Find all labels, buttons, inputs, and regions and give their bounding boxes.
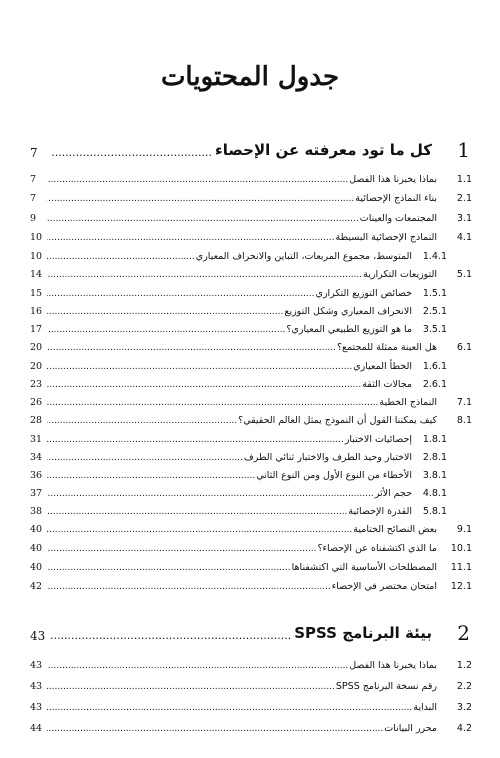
leader-dots bbox=[47, 471, 255, 481]
entry-title: المتوسط، مجموع المربعات، التباين والانحراف المعياري bbox=[195, 251, 412, 262]
entry-page-number: 43 bbox=[30, 681, 43, 692]
entry-title: كيف يمكننا القول أن النموذج يمثل العالم الحقيقي؟ bbox=[238, 415, 437, 426]
entry-page-number: 40 bbox=[30, 524, 43, 535]
leader-dots bbox=[47, 362, 352, 372]
entry-page-number: 23 bbox=[30, 379, 43, 390]
entry-number: 12.1 bbox=[450, 581, 472, 592]
entry-page-number: 42 bbox=[30, 581, 43, 592]
leader-dots bbox=[47, 724, 383, 734]
leader-dots bbox=[47, 270, 362, 280]
entry-number: 3.8.1 bbox=[422, 470, 447, 481]
entry-number: 7.1 bbox=[456, 397, 472, 408]
leader-dots bbox=[47, 233, 335, 243]
entry-number: 9.1 bbox=[456, 524, 472, 535]
entry-title: إحصائيات الاختبار bbox=[344, 434, 412, 445]
leader-dots bbox=[47, 544, 316, 554]
entry-page-number: 36 bbox=[30, 470, 43, 481]
entry-title: المجتمعات والعينات bbox=[359, 213, 437, 224]
toc-entry[interactable] bbox=[30, 209, 472, 224]
entry-page-number: 37 bbox=[30, 488, 43, 499]
entry-number: 1.8.1 bbox=[422, 434, 447, 445]
entry-page-number: 28 bbox=[30, 415, 43, 426]
entry-number: 2.5.1 bbox=[422, 306, 447, 317]
toc-subentry[interactable] bbox=[30, 484, 472, 499]
entry-title: بماذا يخبرنا هذا الفصل bbox=[349, 174, 437, 185]
entry-page-number: 40 bbox=[30, 562, 43, 573]
entry-page-number: 16 bbox=[30, 306, 43, 317]
entry-number: 5.1 bbox=[456, 269, 472, 280]
entry-page-number: 10 bbox=[30, 232, 43, 243]
chapter-number: 1 bbox=[457, 138, 470, 162]
entry-number: 3.1 bbox=[456, 213, 472, 224]
entry-page-number: 9 bbox=[30, 213, 37, 224]
chapter-page-number: 7 bbox=[30, 146, 38, 160]
leader-dots bbox=[47, 682, 335, 692]
entry-number: 6.1 bbox=[456, 342, 472, 353]
entry-number: 10.1 bbox=[450, 543, 472, 554]
entry-page-number: 10 bbox=[30, 251, 43, 262]
chapter-title: كل ما تود معرفته عن الإحصاء bbox=[215, 141, 432, 159]
leader-dots bbox=[51, 629, 291, 645]
leader-dots bbox=[47, 175, 348, 185]
leader-dots bbox=[47, 453, 243, 463]
toc-entry[interactable] bbox=[30, 265, 472, 280]
entry-number: 1.1 bbox=[456, 174, 472, 185]
entry-number: 2.6.1 bbox=[422, 379, 447, 390]
entry-title: الأخطاء من النوع الأول ومن النوع الثاني bbox=[256, 470, 412, 481]
toc-entry[interactable] bbox=[30, 189, 472, 204]
entry-title: بعض النصائح الختامية bbox=[353, 524, 437, 535]
entry-number: 5.8.1 bbox=[422, 506, 447, 517]
entry-page-number: 14 bbox=[30, 269, 43, 280]
entry-page-number: 34 bbox=[30, 452, 43, 463]
entry-number: 1.5.1 bbox=[422, 288, 447, 299]
toc-entry[interactable] bbox=[30, 393, 472, 408]
entry-page-number: 43 bbox=[30, 660, 43, 671]
entry-number: 1.6.1 bbox=[422, 361, 447, 372]
leader-dots bbox=[47, 582, 331, 592]
leader-dots bbox=[51, 146, 212, 162]
chapter-title: بيئة البرنامج SPSS bbox=[294, 624, 432, 642]
toc-entry[interactable] bbox=[30, 656, 472, 671]
entry-number: 2.8.1 bbox=[422, 452, 447, 463]
entry-title: الاختبار وحيد الطرف والاختبار ثنائي الطرف bbox=[243, 452, 412, 463]
entry-number: 2.1 bbox=[456, 193, 472, 204]
leader-dots bbox=[47, 435, 344, 445]
toc-entry[interactable] bbox=[30, 170, 472, 185]
toc-subentry[interactable] bbox=[30, 430, 472, 445]
entry-title: بناء النماذج الإحصائية bbox=[355, 193, 437, 204]
entry-title: محرر البيانات bbox=[384, 723, 437, 734]
leader-dots bbox=[47, 703, 412, 713]
leader-dots bbox=[47, 289, 315, 299]
entry-title: النماذج الخطية bbox=[379, 397, 437, 408]
toc-entry[interactable] bbox=[30, 228, 472, 243]
leader-dots bbox=[47, 416, 237, 426]
entry-title: النماذج الإحصائية البسيطة bbox=[335, 232, 437, 243]
entry-title: البداية bbox=[413, 702, 437, 713]
chapter-page-number: 43 bbox=[30, 629, 46, 643]
toc-subentry[interactable] bbox=[30, 502, 472, 517]
toc-entry[interactable] bbox=[30, 719, 472, 734]
entry-page-number: 40 bbox=[30, 543, 43, 554]
entry-title: القدرة الإحصائية bbox=[348, 506, 412, 517]
entry-page-number: 17 bbox=[30, 324, 43, 335]
toc-subentry[interactable] bbox=[30, 357, 472, 372]
entry-number: 4.2 bbox=[456, 723, 472, 734]
entry-title: ما الذي اكتشفناه عن الإحصاء؟ bbox=[317, 543, 437, 554]
entry-number: 3.5.1 bbox=[422, 324, 447, 335]
entry-page-number: 31 bbox=[30, 434, 43, 445]
entry-number: 4.8.1 bbox=[422, 488, 447, 499]
entry-title: بماذا يخبرنا هذا الفصل bbox=[349, 660, 437, 671]
entry-page-number: 38 bbox=[30, 506, 43, 517]
entry-number: 1.2 bbox=[456, 660, 472, 671]
leader-dots bbox=[47, 398, 378, 408]
entry-page-number: 43 bbox=[30, 702, 43, 713]
entry-title: الانحراف المعياري وشكل التوزيع bbox=[284, 306, 412, 317]
entry-page-number: 7 bbox=[30, 174, 37, 185]
leader-dots bbox=[47, 325, 285, 335]
leader-dots bbox=[47, 525, 352, 535]
leader-dots bbox=[47, 214, 359, 224]
toc-entry[interactable] bbox=[30, 520, 472, 535]
toc-subentry[interactable] bbox=[30, 466, 472, 481]
toc-subentry[interactable] bbox=[30, 247, 472, 262]
chapter-heading[interactable] bbox=[30, 138, 470, 162]
entry-title: مجالات الثقة bbox=[362, 379, 412, 390]
entry-title: الخطأ المعياري bbox=[353, 361, 412, 372]
leader-dots bbox=[47, 380, 361, 390]
entry-page-number: 20 bbox=[30, 361, 43, 372]
entry-page-number: 44 bbox=[30, 723, 43, 734]
leader-dots bbox=[47, 563, 291, 573]
entry-page-number: 15 bbox=[30, 288, 43, 299]
entry-title: التوزيعات التكرارية bbox=[363, 269, 437, 280]
page-title: جدول المحتويات bbox=[160, 62, 340, 92]
entry-page-number: 20 bbox=[30, 342, 43, 353]
toc-subentry[interactable] bbox=[30, 302, 472, 317]
entry-number: 11.1 bbox=[450, 562, 472, 573]
toc-entry[interactable] bbox=[30, 558, 472, 573]
entry-title: رقم نسخة البرنامج SPSS bbox=[335, 681, 437, 692]
entry-number: 8.1 bbox=[456, 415, 472, 426]
toc-entry[interactable] bbox=[30, 698, 472, 713]
toc-subentry[interactable] bbox=[30, 320, 472, 335]
toc-entry[interactable] bbox=[30, 577, 472, 592]
leader-dots bbox=[47, 194, 354, 204]
entry-title: امتحان مختصر في الإحصاء bbox=[331, 581, 437, 592]
leader-dots bbox=[47, 489, 374, 499]
toc-entry[interactable] bbox=[30, 411, 472, 426]
entry-title: خصائص التوزيع التكراري bbox=[315, 288, 412, 299]
toc-subentry[interactable] bbox=[30, 448, 472, 463]
entry-page-number: 26 bbox=[30, 397, 43, 408]
entry-title: حجم الأثر bbox=[374, 488, 412, 499]
toc-entry[interactable] bbox=[30, 677, 472, 692]
entry-title: هل العينة ممثلة للمجتمع؟ bbox=[336, 342, 437, 353]
leader-dots bbox=[47, 307, 283, 317]
entry-number: 2.2 bbox=[456, 681, 472, 692]
chapter-heading[interactable] bbox=[30, 621, 470, 645]
toc-subentry[interactable] bbox=[30, 284, 472, 299]
entry-title: المصطلحات الأساسية التي اكتشفناها bbox=[291, 562, 437, 573]
entry-page-number: 7 bbox=[30, 193, 37, 204]
entry-number: 3.2 bbox=[456, 702, 472, 713]
toc-entry[interactable] bbox=[30, 338, 472, 353]
entry-number: 4.1 bbox=[456, 232, 472, 243]
leader-dots bbox=[47, 661, 348, 671]
leader-dots bbox=[47, 252, 195, 262]
entry-number: 1.4.1 bbox=[422, 251, 447, 262]
toc-entry[interactable] bbox=[30, 539, 472, 554]
entry-title: ما هو التوزيع الطبيعي المعياري؟ bbox=[286, 324, 412, 335]
leader-dots bbox=[47, 343, 336, 353]
chapter-number: 2 bbox=[457, 621, 470, 645]
leader-dots bbox=[47, 507, 347, 517]
toc-subentry[interactable] bbox=[30, 375, 472, 390]
